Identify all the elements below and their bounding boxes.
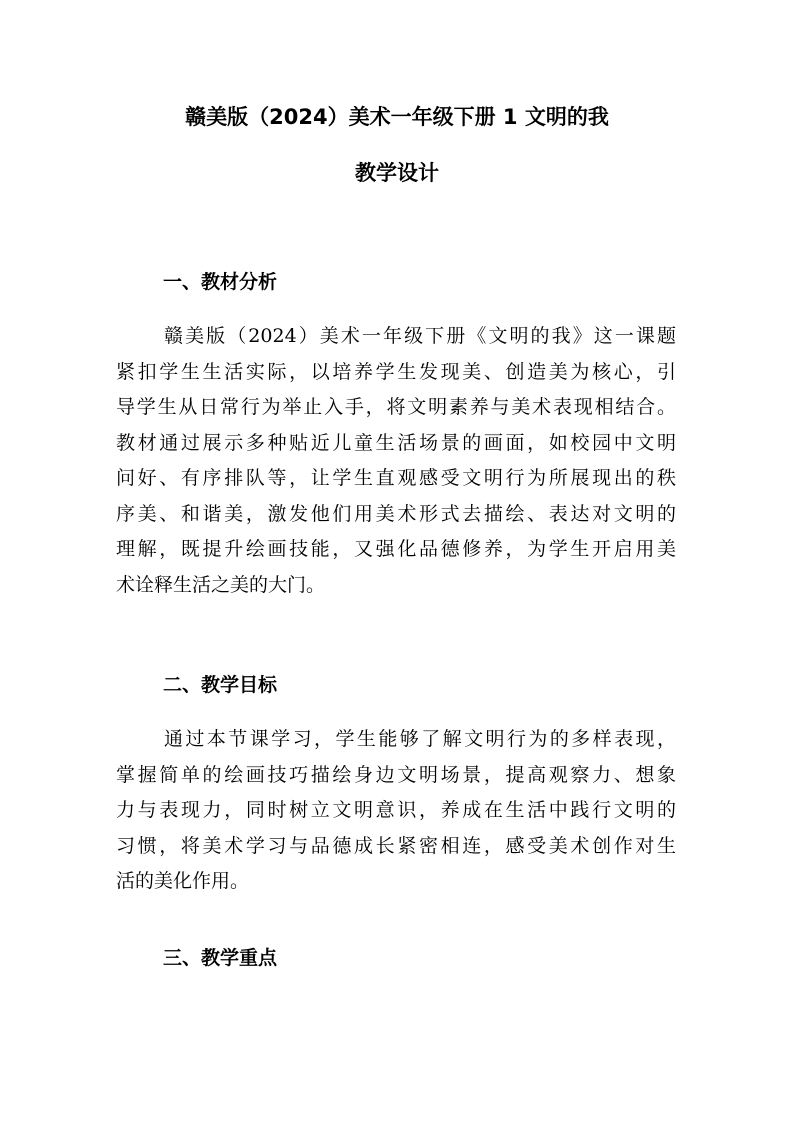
paragraph-line: 赣美版（2024）美术一年级下册《文明的我》这一课题 [164,325,676,347]
paragraph-line: 理解，既提升绘画技能，又强化品德修养，为学生开启用美 [116,538,676,560]
paragraph-line: 教材通过展示多种贴近儿童生活场景的画面，如校园中文明 [116,431,676,454]
document-title: 赣美版（2024）美术一年级下册 1 文明的我 [185,105,609,129]
paragraph-line: 序美、和谐美，激发他们用美术形式去描绘、表达对文明的 [116,502,676,525]
paragraph-line: 问好、有序排队等，让学生直观感受文明行为所展现出的秩 [116,467,676,489]
paragraph-line: 紧扣学生生活实际，以培养学生发现美、创造美为核心，引 [116,360,676,383]
section-heading-teaching-focus: 三、教学重点 [163,947,278,969]
paragraph-line: 习惯，将美术学习与品德成长紧密相连，感受美术创作对生 [116,834,676,857]
section-paragraph-textbook-analysis [116,319,676,603]
paragraph-line: 术诠释生活之美的大门。 [116,573,326,596]
section-paragraph-teaching-objectives [116,722,676,900]
paragraph-line: 掌握简单的绘画技巧描绘身边文明场景，提高观察力、想象 [116,763,676,786]
paragraph-line: 通过本节课学习，学生能够了解文明行为的多样表现， [164,728,676,750]
document-subtitle: 教学设计 [355,161,439,185]
paragraph-line: 导学生从日常行为举止入手，将文明素养与美术表现相结合。 [116,396,676,418]
section-heading-textbook-analysis: 一、教材分析 [163,271,278,293]
section-heading-teaching-objectives: 二、教学目标 [163,674,278,696]
paragraph-line: 活的美化作用。 [116,870,250,892]
paragraph-line: 力与表现力，同时树立文明意识，养成在生活中践行文明的 [116,799,676,821]
